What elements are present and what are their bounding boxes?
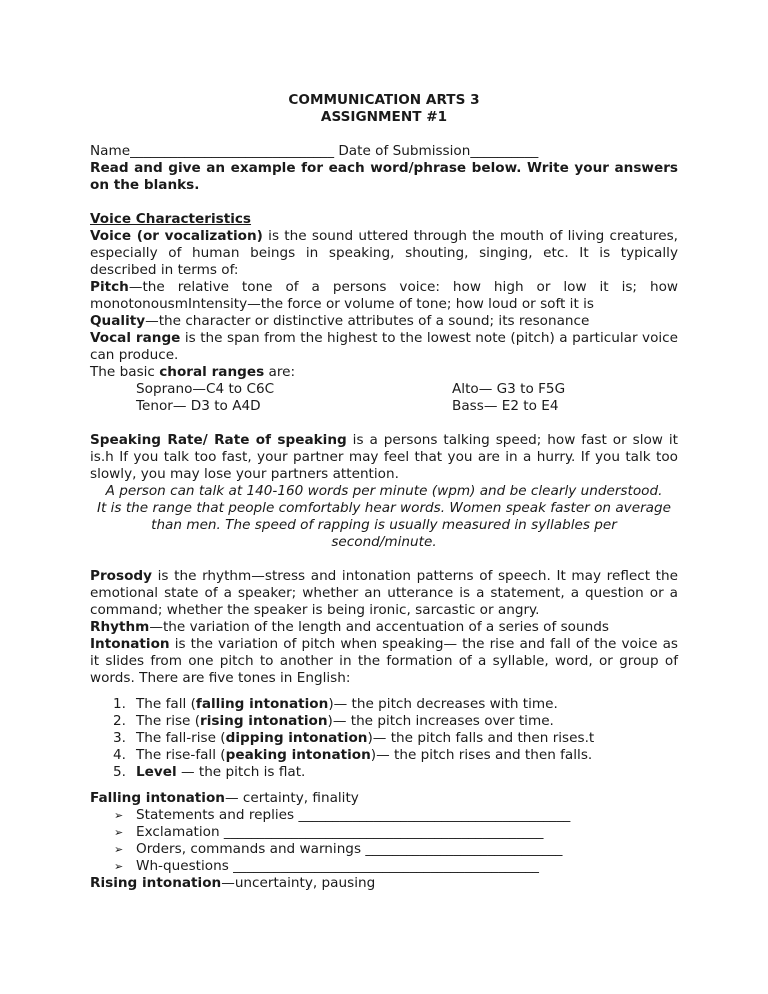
speaking-def: is a persons talking speed; how fast or slow it is.h If you talk too fast, your partner may feel that you are in a hurry. If you talk too slowly, you may lose your partners attention. — [90, 432, 678, 482]
name-date-line — [90, 143, 678, 160]
answer-blank[interactable]: _______________________________________________ — [223, 824, 544, 840]
date-label: Date of Submission — [334, 143, 471, 159]
document-subtitle: ASSIGNMENT #1 — [320, 109, 448, 125]
pitch-term: Pitch — [90, 279, 129, 295]
tones-list — [90, 696, 678, 781]
list-item: 1. The fall (falling intonation)— the pitch decreases with time. — [113, 696, 558, 712]
speaking-term: Speaking Rate/ Rate of speaking — [90, 432, 347, 448]
intonation-paragraph — [90, 636, 678, 687]
document-title: COMMUNICATION ARTS 3 — [288, 92, 480, 108]
range-paragraph — [90, 330, 678, 364]
choral-intro: The basic choral ranges are: — [90, 364, 296, 380]
speaking-note — [90, 483, 678, 551]
choral-term: choral ranges — [159, 364, 265, 380]
arrow-bullet-icon: ➢ — [114, 826, 124, 839]
prosody-term: Prosody — [90, 568, 153, 584]
quality-paragraph — [90, 313, 678, 330]
answer-blank[interactable]: _____________________________________________ — [233, 858, 539, 874]
voice-heading: Voice Characteristics — [90, 211, 252, 227]
range-tenor: Tenor— D3 to A4D — [136, 398, 261, 414]
rhythm-term: Rhythm — [90, 619, 150, 635]
list-item: ➢ Wh-questions _____________________________________________ — [114, 858, 539, 874]
range-row — [90, 398, 678, 415]
pitch-paragraph — [90, 279, 678, 313]
quality-term: Quality — [90, 313, 146, 329]
instructions: Read and give an example for each word/phrase below. Write your answers on the blanks. — [90, 160, 678, 193]
voice-paragraph — [90, 228, 678, 279]
range-def: is the span from the highest to the lowest note (pitch) a particular voice can produce. — [90, 330, 679, 363]
intonation-term: Intonation — [90, 636, 170, 652]
falling-term: Falling intonation — [90, 790, 225, 806]
arrow-bullet-icon: ➢ — [114, 809, 124, 822]
name-blank[interactable]: ______________________________ — [130, 143, 335, 159]
prosody-def: is the rhythm—stress and intonation patterns of speech. It may reflect the emotional state of a speaker; whether an utterance is a statement, a question or a command; whether the speaker is being ironic, sarcastic or angry. — [90, 568, 678, 618]
list-item: ➢ Exclamation _______________________________________________ — [114, 824, 544, 840]
rising-heading — [90, 875, 678, 892]
answer-blank[interactable]: ________________________________________ — [298, 807, 571, 823]
range-term: Vocal range — [90, 330, 181, 346]
note-line: second/minute. — [331, 534, 437, 550]
range-alto: Alto— G3 to F5G — [452, 381, 566, 397]
voice-term: Voice (or vocalization) — [90, 228, 263, 244]
note-line: It is the range that people comfortably hear words. Women speak faster on average — [97, 500, 671, 516]
list-item: ➢ Orders, commands and warnings _____________________________ — [114, 841, 563, 857]
range-bass: Bass— E2 to E4 — [452, 398, 559, 414]
list-item: 5. Level — the pitch is flat. — [113, 764, 306, 780]
rhythm-paragraph — [90, 619, 678, 636]
range-soprano: Soprano—C4 to C6C — [136, 381, 275, 397]
list-item: 4. The rise-fall (peaking intonation)— the pitch rises and then falls. — [113, 747, 593, 763]
list-item: 2. The rise (rising intonation)— the pitch increases over time. — [113, 713, 554, 729]
list-item: 3. The fall-rise (dipping intonation)— the pitch falls and then rises.t — [113, 730, 595, 746]
note-line: than men. The speed of rapping is usually measured in syllables per — [151, 517, 617, 533]
document-body — [90, 92, 678, 892]
range-row — [90, 381, 678, 398]
falling-heading — [90, 790, 678, 807]
speaking-paragraph — [90, 432, 678, 483]
list-item: ➢ Statements and replies ________________________________________ — [114, 807, 571, 823]
prosody-paragraph — [90, 568, 678, 619]
falling-list — [90, 807, 678, 875]
falling-def: — certainty, finality — [224, 790, 359, 806]
intonation-def: is the variation of pitch when speaking— the rise and fall of the voice as it slides from one pitch to another in the formation of a syllable, word, or group of words. There are five tones in English: — [90, 636, 678, 686]
arrow-bullet-icon: ➢ — [114, 860, 124, 873]
rhythm-def: —the variation of the length and accentuation of a series of sounds — [149, 619, 609, 635]
pitch-def: —the relative tone of a persons voice: how high or low it is; how monotonousmIntensity—the force or volume of tone; how loud or soft it is — [90, 279, 678, 312]
rising-term: Rising intonation — [90, 875, 222, 891]
answer-blank[interactable]: _____________________________ — [365, 841, 563, 857]
rising-def: —uncertainty, pausing — [221, 875, 376, 891]
arrow-bullet-icon: ➢ — [114, 843, 124, 856]
name-label: Name — [90, 143, 131, 159]
date-blank[interactable]: __________ — [470, 143, 539, 159]
quality-def: —the character or distinctive attributes of a sound; its resonance — [145, 313, 590, 329]
choral-ranges — [90, 381, 678, 415]
voice-def: is the sound uttered through the mouth of living creatures, especially of human beings in speaking, shouting, singing, etc. It is typically described in terms of: — [90, 228, 678, 278]
note-line: A person can talk at 140-160 words per minute (wpm) and be clearly understood. — [105, 483, 663, 499]
